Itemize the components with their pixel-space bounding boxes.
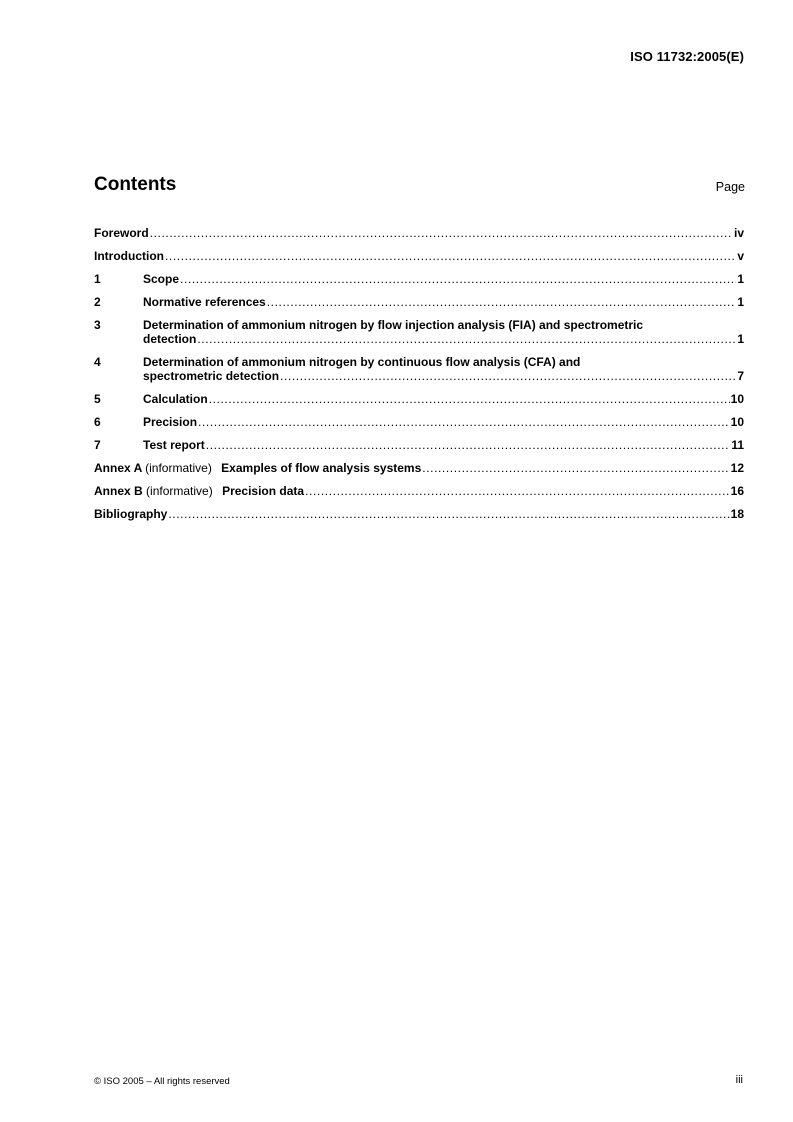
toc-leader-dots	[206, 438, 731, 452]
toc-leader-dots	[422, 461, 729, 475]
toc-entry-number: 2	[94, 295, 101, 309]
toc-entry-page: 1	[737, 272, 744, 286]
toc-entry-title: Scope	[143, 272, 180, 286]
toc-entry-annex-a[interactable]	[94, 461, 744, 475]
toc-entry-page: v	[737, 249, 744, 263]
toc-entry-page: 1	[737, 332, 744, 346]
toc-entry-number: 6	[94, 415, 101, 429]
toc-leader-dots	[305, 484, 730, 498]
toc-entry-page: 1	[737, 295, 744, 309]
toc-entry-number: 5	[94, 392, 101, 406]
toc-entry-number: 1	[94, 272, 101, 286]
toc-entry-page: 12	[730, 461, 744, 475]
toc-entry-page: 10	[730, 392, 744, 406]
toc-entry-title: spectrometric detection	[143, 369, 280, 383]
annex-note: (informative)	[146, 484, 213, 498]
footer-copyright: © ISO 2005 – All rights reserved	[94, 1076, 230, 1087]
toc-leader-dots	[168, 507, 729, 521]
toc-leader-dots	[180, 272, 736, 286]
toc-entry-title: Bibliography	[94, 507, 168, 521]
toc-annex-heading	[94, 484, 304, 498]
toc-entry-bibliography[interactable]	[94, 507, 744, 521]
toc-entry-title: Normative references	[143, 295, 266, 309]
toc-entry-fia-determination[interactable]	[94, 318, 744, 346]
toc-title: Contents	[94, 174, 177, 195]
toc-page-column-label: Page	[715, 180, 745, 194]
toc-entry-annex-b[interactable]	[94, 484, 744, 498]
annex-title: Examples of flow analysis systems	[221, 461, 422, 475]
toc-leader-dots	[209, 392, 730, 406]
toc-annex-heading	[94, 461, 421, 475]
toc-entry-introduction[interactable]	[94, 249, 744, 263]
toc-entry-test-report[interactable]	[94, 438, 744, 452]
toc-entry-number: 4	[94, 355, 101, 369]
toc-entry-page: 16	[730, 484, 744, 498]
toc-entry-number: 3	[94, 318, 101, 332]
toc-list	[94, 226, 744, 530]
toc-entry-calculation[interactable]	[94, 392, 744, 406]
toc-entry-page: 7	[737, 369, 744, 383]
document-id: ISO 11732:2005(E)	[630, 49, 744, 64]
toc-entry-title-line: Determination of ammonium nitrogen by continuous flow analysis (CFA) and	[143, 355, 581, 369]
toc-entry-precision[interactable]	[94, 415, 744, 429]
toc-entry-title: Calculation	[143, 392, 208, 406]
toc-entry-title: Precision	[143, 415, 198, 429]
annex-title: Precision data	[222, 484, 305, 498]
toc-entry-title: Introduction	[94, 249, 164, 263]
toc-entry-foreword[interactable]	[94, 226, 744, 240]
toc-leader-dots	[267, 295, 737, 309]
toc-entry-page: 18	[730, 507, 744, 521]
toc-entry-title: Test report	[143, 438, 205, 452]
toc-entry-page: iv	[733, 226, 744, 240]
toc-entry-cfa-determination[interactable]	[94, 355, 744, 383]
toc-header	[94, 174, 745, 200]
toc-entry-scope[interactable]	[94, 272, 744, 286]
toc-leader-dots	[150, 226, 733, 240]
annex-label: Annex A	[94, 461, 142, 475]
toc-entry-page: 10	[730, 415, 744, 429]
toc-leader-dots	[280, 369, 736, 383]
footer-page-number: iii	[735, 1074, 743, 1086]
toc-entry-title: Foreword	[94, 226, 149, 240]
toc-entry-number: 7	[94, 438, 101, 452]
toc-entry-normative-references[interactable]	[94, 295, 744, 309]
annex-label: Annex B	[94, 484, 143, 498]
toc-entry-title: detection	[143, 332, 197, 346]
toc-entry-title-line: Determination of ammonium nitrogen by flow injection analysis (FIA) and spectrometric	[143, 318, 644, 332]
annex-note: (informative)	[145, 461, 212, 475]
toc-leader-dots	[165, 249, 736, 263]
toc-entry-page: 11	[731, 438, 744, 452]
toc-leader-dots	[198, 415, 730, 429]
toc-leader-dots	[197, 332, 736, 346]
